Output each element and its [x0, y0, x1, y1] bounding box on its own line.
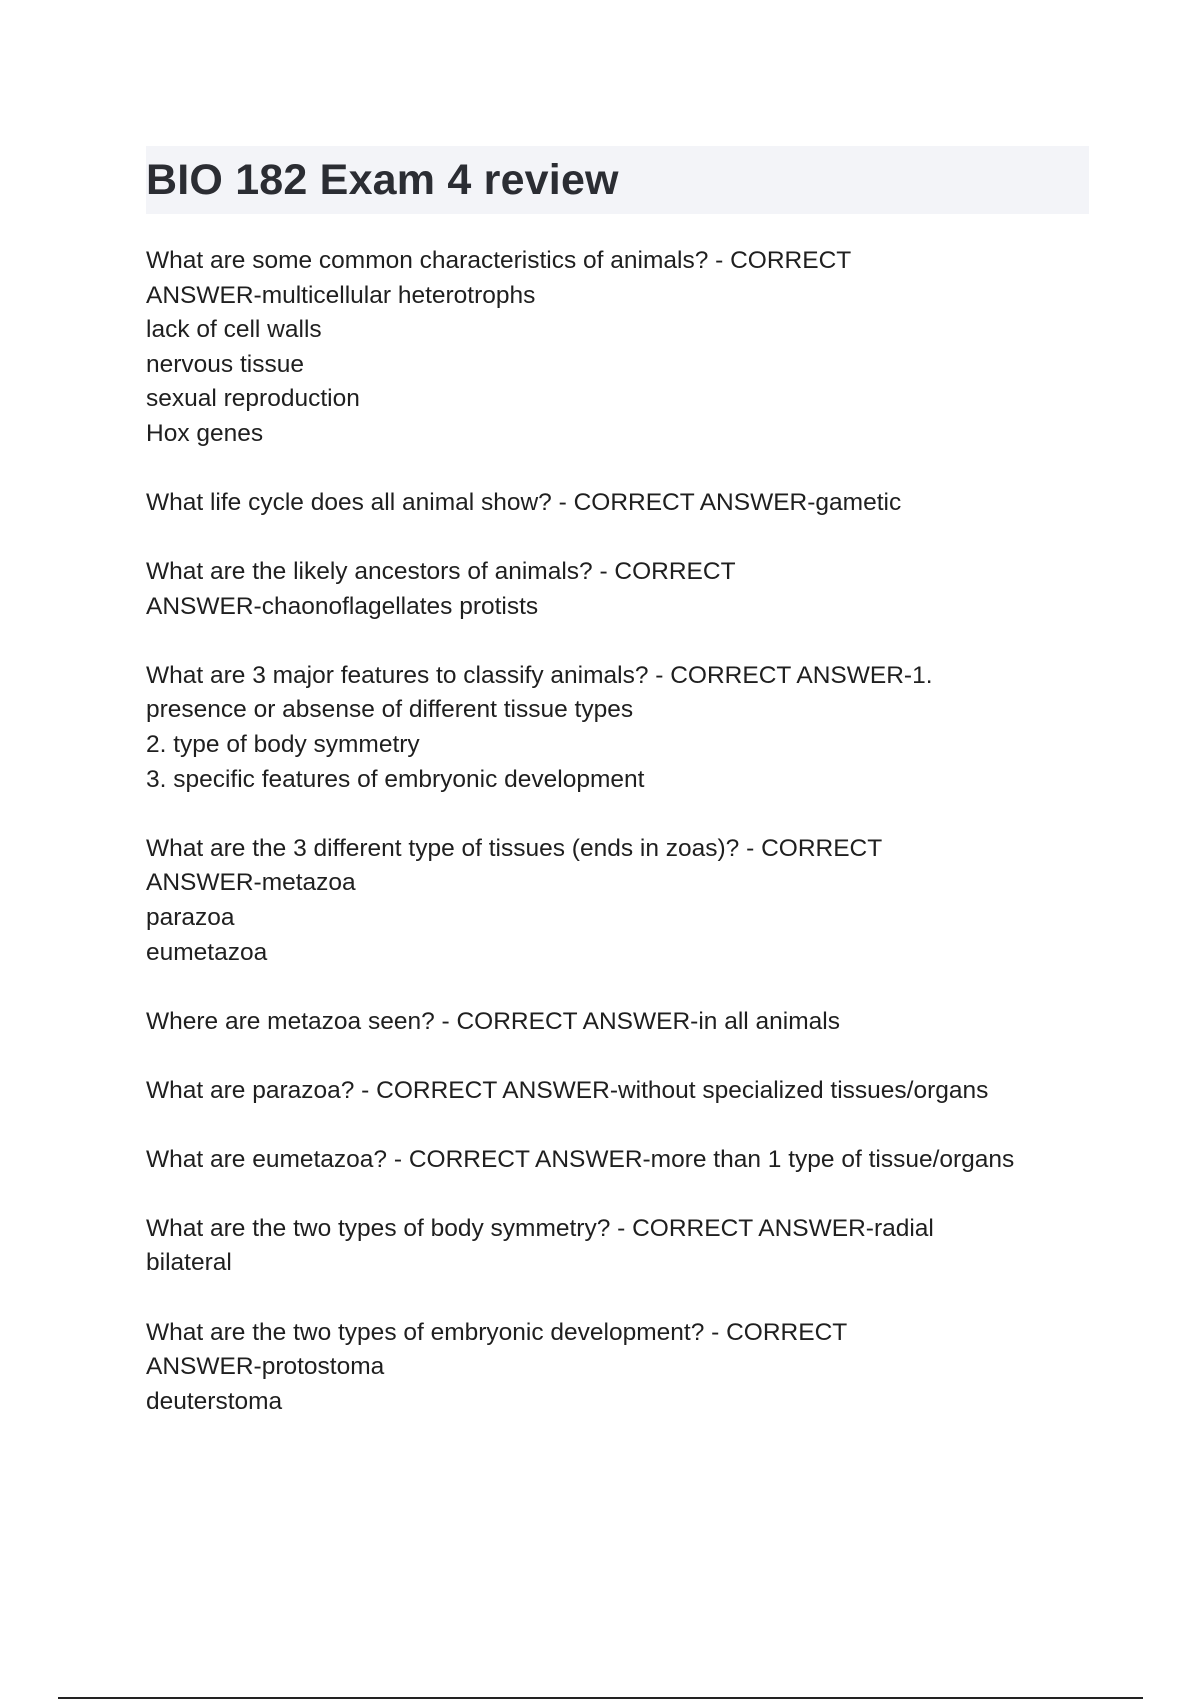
- qa-line: sexual reproduction: [146, 385, 360, 413]
- qa-entry: [146, 1143, 1096, 1178]
- qa-line: lack of cell walls: [146, 316, 322, 344]
- qa-entry: [146, 1074, 1096, 1109]
- qa-line: Where are metazoa seen? - CORRECT ANSWER-in all animals: [146, 1007, 840, 1035]
- qa-line: nervous tissue: [146, 350, 304, 378]
- qa-entry: [146, 832, 1096, 970]
- qa-line: presence or absense of different tissue types: [146, 696, 634, 724]
- qa-line: What are the likely ancestors of animals? - CORRECT: [146, 558, 736, 586]
- qa-entry: [146, 659, 1096, 797]
- qa-list: [146, 244, 1096, 1454]
- qa-entry: [146, 486, 1096, 521]
- qa-line: What are the two types of body symmetry? - CORRECT ANSWER-radial: [146, 1214, 934, 1242]
- qa-line: What are the two types of embryonic development? - CORRECT: [146, 1318, 848, 1346]
- qa-entry: [146, 555, 1096, 624]
- qa-line: What are eumetazoa? - CORRECT ANSWER-more than 1 type of tissue/organs: [146, 1145, 1015, 1173]
- qa-entry: [146, 1316, 1096, 1420]
- qa-line: What are parazoa? - CORRECT ANSWER-without specialized tissues/organs: [146, 1076, 989, 1104]
- qa-line: ANSWER-chaonoflagellates protists: [146, 592, 539, 620]
- qa-line: 2. type of body symmetry: [146, 731, 420, 759]
- qa-line: deuterstoma: [146, 1387, 283, 1415]
- qa-line: 3. specific features of embryonic development: [146, 765, 645, 793]
- footer-divider: [58, 1697, 1143, 1699]
- qa-line: What are some common characteristics of animals? - CORRECT: [146, 247, 852, 274]
- qa-line: What are the 3 different type of tissues (ends in zoas)? - CORRECT: [146, 834, 883, 862]
- qa-line: bilateral: [146, 1249, 232, 1277]
- qa-line: parazoa: [146, 903, 235, 931]
- qa-line: ANSWER-protostoma: [146, 1353, 385, 1381]
- qa-line: ANSWER-multicellular heterotrophs: [146, 281, 536, 309]
- page-title: BIO 182 Exam 4 review: [146, 156, 619, 204]
- qa-entry: [146, 244, 1096, 452]
- title-band: [146, 146, 1089, 214]
- qa-line: What life cycle does all animal show? - CORRECT ANSWER-gametic: [146, 489, 902, 517]
- qa-line: What are 3 major features to classify animals? - CORRECT ANSWER-1.: [146, 661, 933, 689]
- qa-entry: [146, 1212, 1096, 1281]
- qa-line: eumetazoa: [146, 938, 268, 966]
- qa-entry: [146, 1005, 1096, 1040]
- qa-line: ANSWER-metazoa: [146, 869, 356, 897]
- qa-line: Hox genes: [146, 419, 264, 447]
